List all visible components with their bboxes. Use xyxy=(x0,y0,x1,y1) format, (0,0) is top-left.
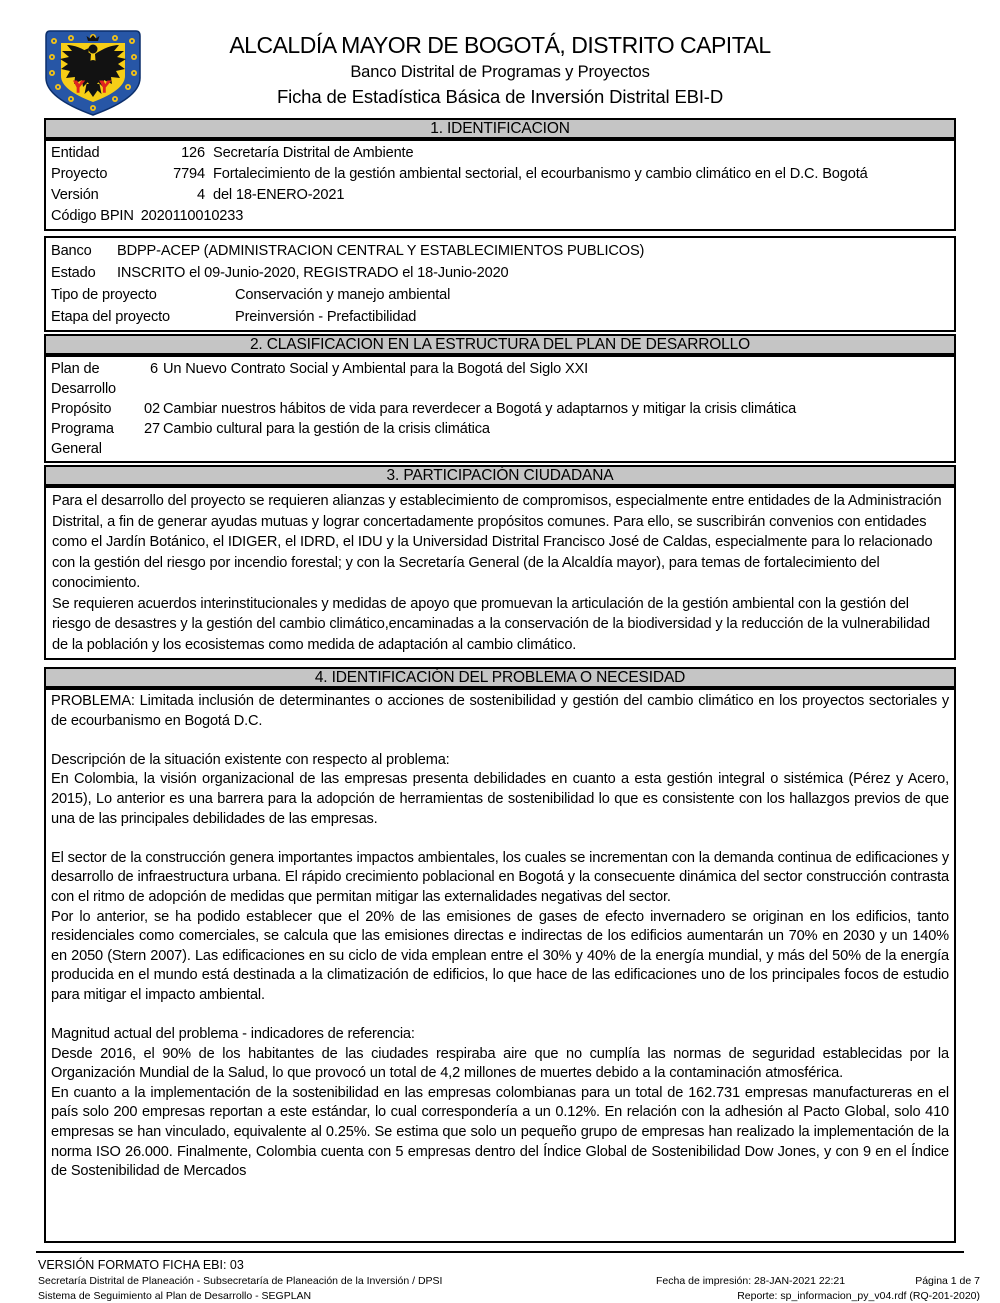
field-code: 02 xyxy=(144,401,160,417)
field-code: 7794 xyxy=(173,166,205,182)
section-4-header: 4. IDENTIFICACIÓN DEL PROBLEMA O NECESIDAD xyxy=(44,667,956,688)
table-row xyxy=(51,262,949,284)
field-label: Etapa del proyecto xyxy=(51,309,170,325)
field-value: Un Nuevo Contrato Social y Ambiental para la Bogotá del Siglo XXI xyxy=(163,361,589,377)
paragraph: Desde 2016, el 90% de los habitantes de las ciudades respiraba aire que no cumplía las normas de seguridad establecidas por la Organización Mundial de la Salud, lo que provocó un total de 4,2 millones de muertes debido a la contaminación atmosférica. xyxy=(51,1045,949,1082)
footer-print-date: Fecha de impresión: 28-JAN-2021 22:21 xyxy=(656,1275,846,1287)
field-label: Programa General xyxy=(51,421,114,457)
field-label: Propósito xyxy=(51,401,112,417)
field-value: Fortalecimiento de la gestión ambiental sectorial, el ecourbanismo y cambio climático en el D.C. Bogotá xyxy=(213,166,868,182)
section-1-header: 1. IDENTIFICACION xyxy=(44,118,956,139)
section-3-text-box xyxy=(44,486,956,660)
section-3-header: 3. PARTICIPACIÓN CIUDADANA xyxy=(44,465,956,486)
table-row xyxy=(51,206,949,227)
paragraph: Para el desarrollo del proyecto se requieren alianzas y establecimiento de compromisos, especialmente entre entidades de la Administración Distrital, a fin de generar ayudas mutuas y lograr concertadamente propósitos comunes. Para ello, se suscribirán convenios con entidades como el Jardín Botánico, el IDIGER, el IDRD, el IDU y la Universidad Distrital Francisco José de Caldas, especialmente para lo relacionado con la gestión del riesgo por incendio forestal; y con la Secretaría General (de la Alcaldía mayor), para temas de fortalecimiento del conocimiento. xyxy=(52,493,942,591)
paragraph: Se requieren acuerdos interinstitucionales y medidas de apoyo que promuevan la articulación de la gestión ambiental con la gestión del riesgo de desastres y la gestión del cambio climático,encaminadas a la conservación de la biodiversidad y la reducción de la vulnerabilidad de la población y los ecosistemas como medida de adaptación al cambio climático. xyxy=(52,595,930,653)
footer-row xyxy=(38,1275,986,1288)
table-row xyxy=(51,143,949,164)
footer-divider xyxy=(36,1251,964,1253)
document-header xyxy=(0,0,1000,110)
table-row xyxy=(51,399,949,419)
table-row xyxy=(51,359,949,399)
field-label: Banco xyxy=(51,243,92,259)
field-label: Estado xyxy=(51,265,96,281)
section-1-identification-table xyxy=(44,139,956,231)
field-label: Tipo de proyecto xyxy=(51,287,157,303)
field-value: Conservación y manejo ambiental xyxy=(235,287,451,303)
paragraph: En Colombia, la visión organizacional de las empresas presenta debilidades en cuanto a esta gestión integral o sistémica (Pérez y Acero, 2015), Lo anterior es una barrera para la adopción de herramientas de sostenibilidad lo que es consistente con los hallazgos previos de que una de las principales debilidades de las empresas. xyxy=(51,771,949,827)
footer-entity-line: Secretaría Distrital de Planeación - Subsecretaría de Planeación de la Inversión / DPSI xyxy=(38,1275,443,1287)
table-row xyxy=(51,284,949,306)
field-value: 2020110010233 xyxy=(140,208,244,224)
field-code: 6 xyxy=(150,361,158,377)
paragraph: El sector de la construcción genera importantes impactos ambientales, los cuales se incrementan con la demanda continua de edificaciones y desarrollo de infraestructura urbana. El rápido crecimiento poblacional en Bogotá y la consecuente dinámica del sector construcción contrasta con el ritmo de adopción de medidas que permitan mitigar las externalidades negativas del sector. xyxy=(51,849,949,905)
section-2-header: 2. CLASIFICACION EN LA ESTRUCTURA DEL PLAN DE DESARROLLO xyxy=(44,334,956,355)
footer-report-id: Reporte: sp_informacion_py_v04.rdf (RQ-201-2020) xyxy=(737,1290,980,1302)
table-row xyxy=(51,164,949,185)
banco-estado-table xyxy=(44,236,956,332)
table-row xyxy=(51,419,949,459)
section-4-text-box xyxy=(44,688,956,1243)
field-value: BDPP-ACEP (ADMINISTRACION CENTRAL Y ESTABLECIMIENTOS PUBLICOS) xyxy=(117,243,645,259)
document-body xyxy=(44,118,956,1243)
paragraph: Descripción de la situación existente con respecto al problema: xyxy=(51,751,450,768)
paragraph: Magnitud actual del problema - indicadores de referencia: xyxy=(51,1026,415,1043)
field-value: Cambiar nuestros hábitos de vida para reverdecer a Bogotá y adaptarnos y mitigar la crisis climática xyxy=(163,401,797,417)
footer-page-number: Página 1 de 7 xyxy=(915,1275,980,1287)
footer-version-line: VERSIÓN FORMATO FICHA EBI: 03 xyxy=(38,1258,244,1272)
field-code: 27 xyxy=(144,421,160,437)
field-value: INSCRITO el 09-Junio-2020, REGISTRADO el 18-Junio-2020 xyxy=(117,265,509,281)
section-2-plan-table xyxy=(44,355,956,463)
field-value: Cambio cultural para la gestión de la crisis climática xyxy=(163,421,490,437)
field-label: Entidad xyxy=(51,145,100,161)
field-label: Proyecto xyxy=(51,166,108,182)
paragraph: Por lo anterior, se ha podido establecer que el 20% de las emisiones de gases de efecto invernadero se originan en los edificios, tanto residenciales como comerciales, se calcula que las emisiones directas e indirectas de los edificios aumentarán un 70% en 2030 y un 140% en 2050 (Stern 2007). Las edificaciones en su ciclo de vida emplean entre el 30% y 40% de la energía mundial, y más del 50% de la energía producida en el mundo está destinada a la climatización de edificios, lo que hace de las edificaciones uno de los principales focos de estudio para mitigar el impacto ambiental. xyxy=(51,908,949,1003)
coat-of-arms-icon xyxy=(40,28,146,118)
field-value: Secretaría Distrital de Ambiente xyxy=(213,145,414,161)
field-value: Preinversión - Prefactibilidad xyxy=(235,309,417,325)
document-title: ALCALDÍA MAYOR DE BOGOTÁ, DISTRITO CAPITAL xyxy=(229,32,771,58)
bogota-coat-of-arms-logo xyxy=(40,28,146,118)
field-code: 4 xyxy=(197,187,205,203)
table-row xyxy=(51,185,949,206)
paragraph: En cuanto a la implementación de la sostenibilidad en las empresas colombianas para un total de 162.731 empresas manufactureras en el país solo 200 empresas reportan a este estándar, lo cual correspondería a un 0.12%. En relación con la adhesión al Pacto Global, solo 410 empresas se han vinculado, equivalente al 0.25%. Se estima que solo un pequeño grupo de empresas han realizado la implementación de la norma ISO 26.000. Finalmente, Colombia cuenta con 5 empresas dentro del Índice Global de Sostenibilidad Dow Jones, y con 9 en el Índice de Sostenibilidad de Mercados xyxy=(51,1084,949,1180)
field-code: 126 xyxy=(181,145,205,161)
table-row xyxy=(51,240,949,262)
footer-system-line: Sistema de Seguimiento al Plan de Desarrollo - SEGPLAN xyxy=(38,1290,312,1302)
document-subtitle-2: Ficha de Estadística Básica de Inversión Distrital EBI-D xyxy=(276,86,724,107)
footer-row xyxy=(38,1290,986,1303)
field-label: Versión xyxy=(51,187,99,203)
document-subtitle-1: Banco Distrital de Programas y Proyectos xyxy=(350,63,650,81)
table-row xyxy=(51,306,949,328)
field-value: del 18-ENERO-2021 xyxy=(213,187,345,203)
paragraph: PROBLEMA: Limitada inclusión de determinantes o acciones de sostenibilidad y gestión del cambio climático en los proyectos sectoriales y de ecourbanismo en Bogotá D.C. xyxy=(51,693,949,729)
field-label: Código BPIN xyxy=(51,208,134,224)
field-label: Plan de Desarrollo xyxy=(51,361,117,397)
